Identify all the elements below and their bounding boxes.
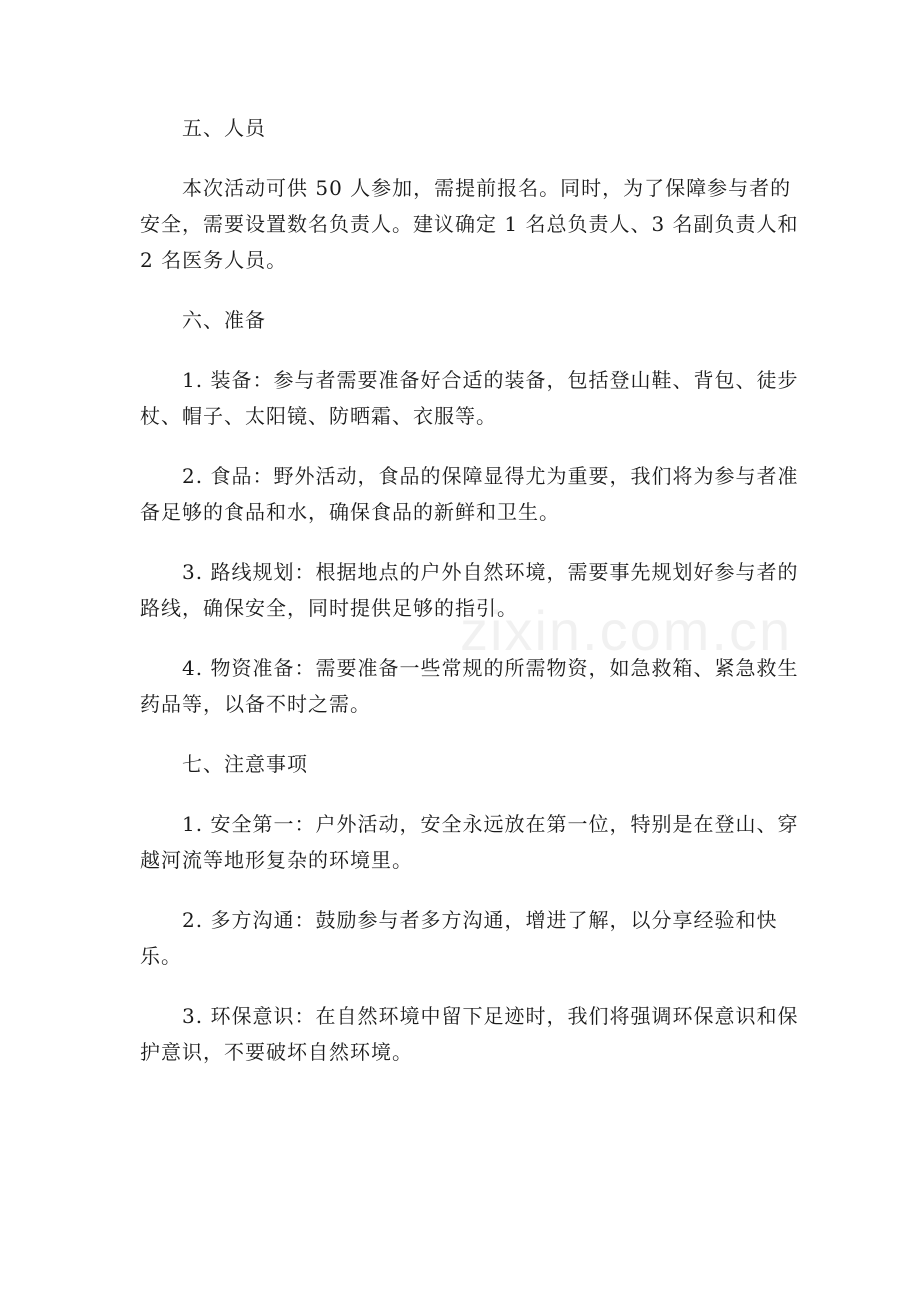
- document-body: [140, 110, 800, 1094]
- paragraph-communication: 2. 多方沟通：鼓励参与者多方沟通，增进了解，以分享经验和快乐。: [140, 908, 778, 968]
- paragraph-route-planning: 3. 路线规划：根据地点的户外自然环境，需要事先规划好参与者的路线，确保安全，同时提供足够的指引。: [140, 560, 799, 620]
- paragraph-environmental-awareness: 3. 环保意识：在自然环境中留下足迹时，我们将强调环保意识和保护意识，不要破坏自然环境。: [140, 1004, 799, 1064]
- paragraph-supplies: 4. 物资准备：需要准备一些常规的所需物资，如急救箱、紧急救生药品等，以备不时之需。: [140, 656, 799, 716]
- paragraph-personnel: 本次活动可供 50 人参加，需提前报名。同时，为了保障参与者的安全，需要设置数名负责人。建议确定 1 名总负责人、3 名副负责人和 2 名医务人员。: [140, 176, 799, 272]
- paragraph-equipment: 1. 装备：参与者需要准备好合适的装备，包括登山鞋、背包、徒步杖、帽子、太阳镜、防晒霜、衣服等。: [140, 368, 799, 428]
- watermark: zixin.com.cn: [460, 599, 793, 662]
- paragraph-safety-first: 1. 安全第一：户外活动，安全永远放在第一位，特别是在登山、穿越河流等地形复杂的环境里。: [140, 812, 799, 872]
- paragraph-food: 2. 食品：野外活动，食品的保障显得尤为重要，我们将为参与者准备足够的食品和水，确保食品的新鲜和卫生。: [140, 464, 799, 524]
- section-heading-precautions: 七、注意事项: [182, 752, 308, 776]
- section-heading-preparation: 六、准备: [182, 308, 266, 332]
- section-heading-personnel: 五、人员: [182, 116, 266, 140]
